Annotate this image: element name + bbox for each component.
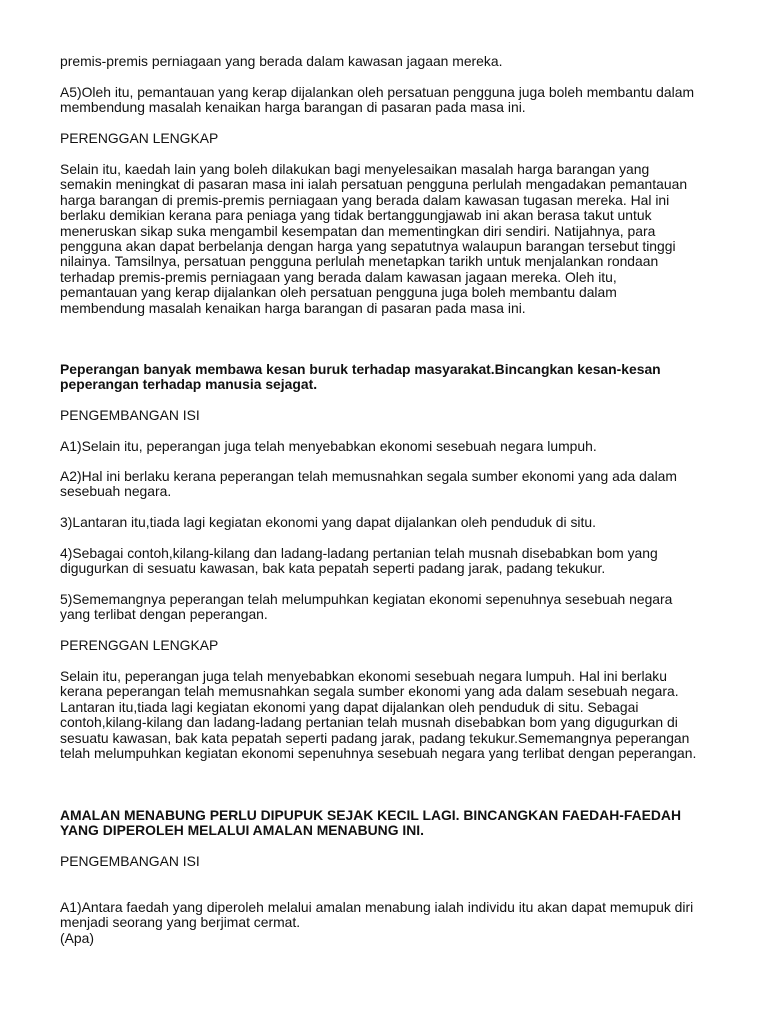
- paragraph-line: A2)Hal ini berlaku kerana peperangan telah memusnahkan segala sumber ekonomi yang ada dalam: [60, 468, 677, 484]
- question-line: YANG DIPEROLEH MELALUI AMALAN MENABUNG INI.: [60, 822, 424, 839]
- perenggan-lengkap-1-paragraph: [60, 162, 730, 316]
- paragraph-line: nilainya. Tamsilnya, persatuan pengguna perlulah menetapkan tarikh untuk menjalankan rondaan: [60, 253, 659, 270]
- q3-point-a1: [60, 900, 730, 946]
- paragraph-line: premis-premis perniagaan yang berada dalam kawasan jagaan mereka.: [60, 53, 503, 69]
- paragraph-line: 5)Sememangnya peperangan telah melumpuhkan kegiatan ekonomi sepenuhnya sesebuah negara: [60, 591, 673, 607]
- paragraph-line: kerana peperangan telah memusnahkan segala sumber ekonomi yang ada dalam sesebuah negara.: [60, 683, 679, 700]
- paragraph-line: A1)Selain itu, peperangan juga telah menyebabkan ekonomi sesebuah negara lumpuh.: [60, 438, 597, 454]
- paragraph-line: terhadap premis-premis perniagaan yang berada dalam kawasan jagaan mereka. Oleh itu,: [60, 268, 617, 285]
- paragraph-line: pemantauan yang kerap dijalankan oleh persatuan pengguna juga boleh membantu dalam: [60, 284, 617, 301]
- question-line: peperangan terhadap manusia sejagat.: [60, 376, 318, 393]
- paragraph-line: digugurkan di sesuatu kawasan, bak kata pepatah seperti padang jarak, padang tekukur.: [60, 560, 606, 577]
- paragraph-line: 3)Lantaran itu,tiada lagi kegiatan ekonomi yang dapat dijalankan oleh penduduk di situ.: [60, 514, 596, 530]
- heading-pengembangan-isi-2: [60, 408, 730, 423]
- question-line: Peperangan banyak membawa kesan buruk terhadap masyarakat.Bincangkan kesan-kesan: [60, 361, 661, 377]
- paragraph-line: menjadi seorang yang berjimat cermat.: [60, 914, 301, 931]
- q2-point-a1: [60, 439, 730, 454]
- top-fragment-paragraph: [60, 54, 730, 69]
- heading-line: PENGEMBANGAN ISI: [60, 853, 200, 869]
- paragraph-line: telah melumpuhkan kegiatan ekonomi sepenuhnya sesebuah negara yang terlibat dengan peperangan.: [60, 745, 697, 762]
- heading-line: PENGEMBANGAN ISI: [60, 407, 200, 423]
- question-2-heading: [60, 362, 730, 393]
- paragraph-line: berlaku demikian kerana para peniaga yang tidak bertanggungjawab ini akan berasa takut untuk: [60, 207, 652, 224]
- paragraph-line: Lantaran itu,tiada lagi kegiatan ekonomi yang dapat dijalankan oleh penduduk di situ. Sebagai: [60, 698, 639, 715]
- paragraph-line: membendung masalah kenaikan harga barangan di pasaran pada masa ini.: [60, 99, 526, 116]
- paragraph-line: sesuatu kawasan, bak kata pepatah seperti padang jarak, padang tekukur.Sememangnya peperangan: [60, 729, 690, 746]
- heading-perenggan-lengkap-1: [60, 131, 730, 146]
- q2-point-3: [60, 515, 730, 530]
- paragraph-line: A5)Oleh itu, pemantauan yang kerap dijalankan oleh persatuan pengguna juga boleh membantu dalam: [60, 84, 695, 100]
- paragraph-line: Selain itu, kaedah lain yang boleh dilakukan bagi menyelesaikan masalah harga barangan yang: [60, 161, 650, 177]
- perenggan-lengkap-2-paragraph: [60, 669, 730, 761]
- heading-perenggan-lengkap-2: [60, 638, 730, 653]
- heading-line: PERENGGAN LENGKAP: [60, 130, 219, 146]
- paragraph-line: harga barangan di premis-premis perniagaan yang berada dalam kawasan tugasan mereka. Hal ini: [60, 191, 670, 208]
- q2-point-4: [60, 546, 730, 577]
- paragraph-line: 4)Sebagai contoh,kilang-kilang dan ladang-ladang pertanian telah musnah disebabkan bom yang: [60, 545, 658, 561]
- heading-pengembangan-isi-3: [60, 854, 730, 869]
- a5-paragraph: [60, 85, 730, 116]
- paragraph-line: yang terlibat dengan peperangan.: [60, 606, 268, 623]
- q2-point-5: [60, 592, 730, 623]
- heading-line: PERENGGAN LENGKAP: [60, 637, 219, 653]
- q2-point-a2: [60, 469, 730, 500]
- paragraph-line: semakin meningkat di pasaran masa ini ialah persatuan pengguna perlulah mengadakan pemantauan: [60, 176, 688, 193]
- question-3-heading: [60, 808, 730, 839]
- question-line: AMALAN MENABUNG PERLU DIPUPUK SEJAK KECIL LAGI. BINCANGKAN FAEDAH-FAEDAH: [60, 807, 681, 823]
- paragraph-line: membendung masalah kenaikan harga barangan di pasaran pada masa ini.: [60, 299, 526, 316]
- paragraph-line: contoh,kilang-kilang dan ladang-ladang pertanian telah musnah disebabkan bom yang digugurkan di: [60, 714, 678, 731]
- paragraph-line: meneruskan sikap suka mengambil kesempatan dan mementingkan diri sendiri. Natijahnya, para: [60, 222, 656, 239]
- paragraph-line: pengguna akan dapat berbelanja dengan harga yang sepatutnya walaupun barangan tersebut tinggi: [60, 238, 676, 255]
- paragraph-line: sesebuah negara.: [60, 483, 172, 500]
- paragraph-line: A1)Antara faedah yang diperoleh melalui amalan menabung ialah individu itu akan dapat memupuk diri: [60, 899, 694, 915]
- paragraph-line: (Apa): [60, 929, 94, 946]
- paragraph-line: Selain itu, peperangan juga telah menyebabkan ekonomi sesebuah negara lumpuh. Hal ini berlaku: [60, 668, 667, 684]
